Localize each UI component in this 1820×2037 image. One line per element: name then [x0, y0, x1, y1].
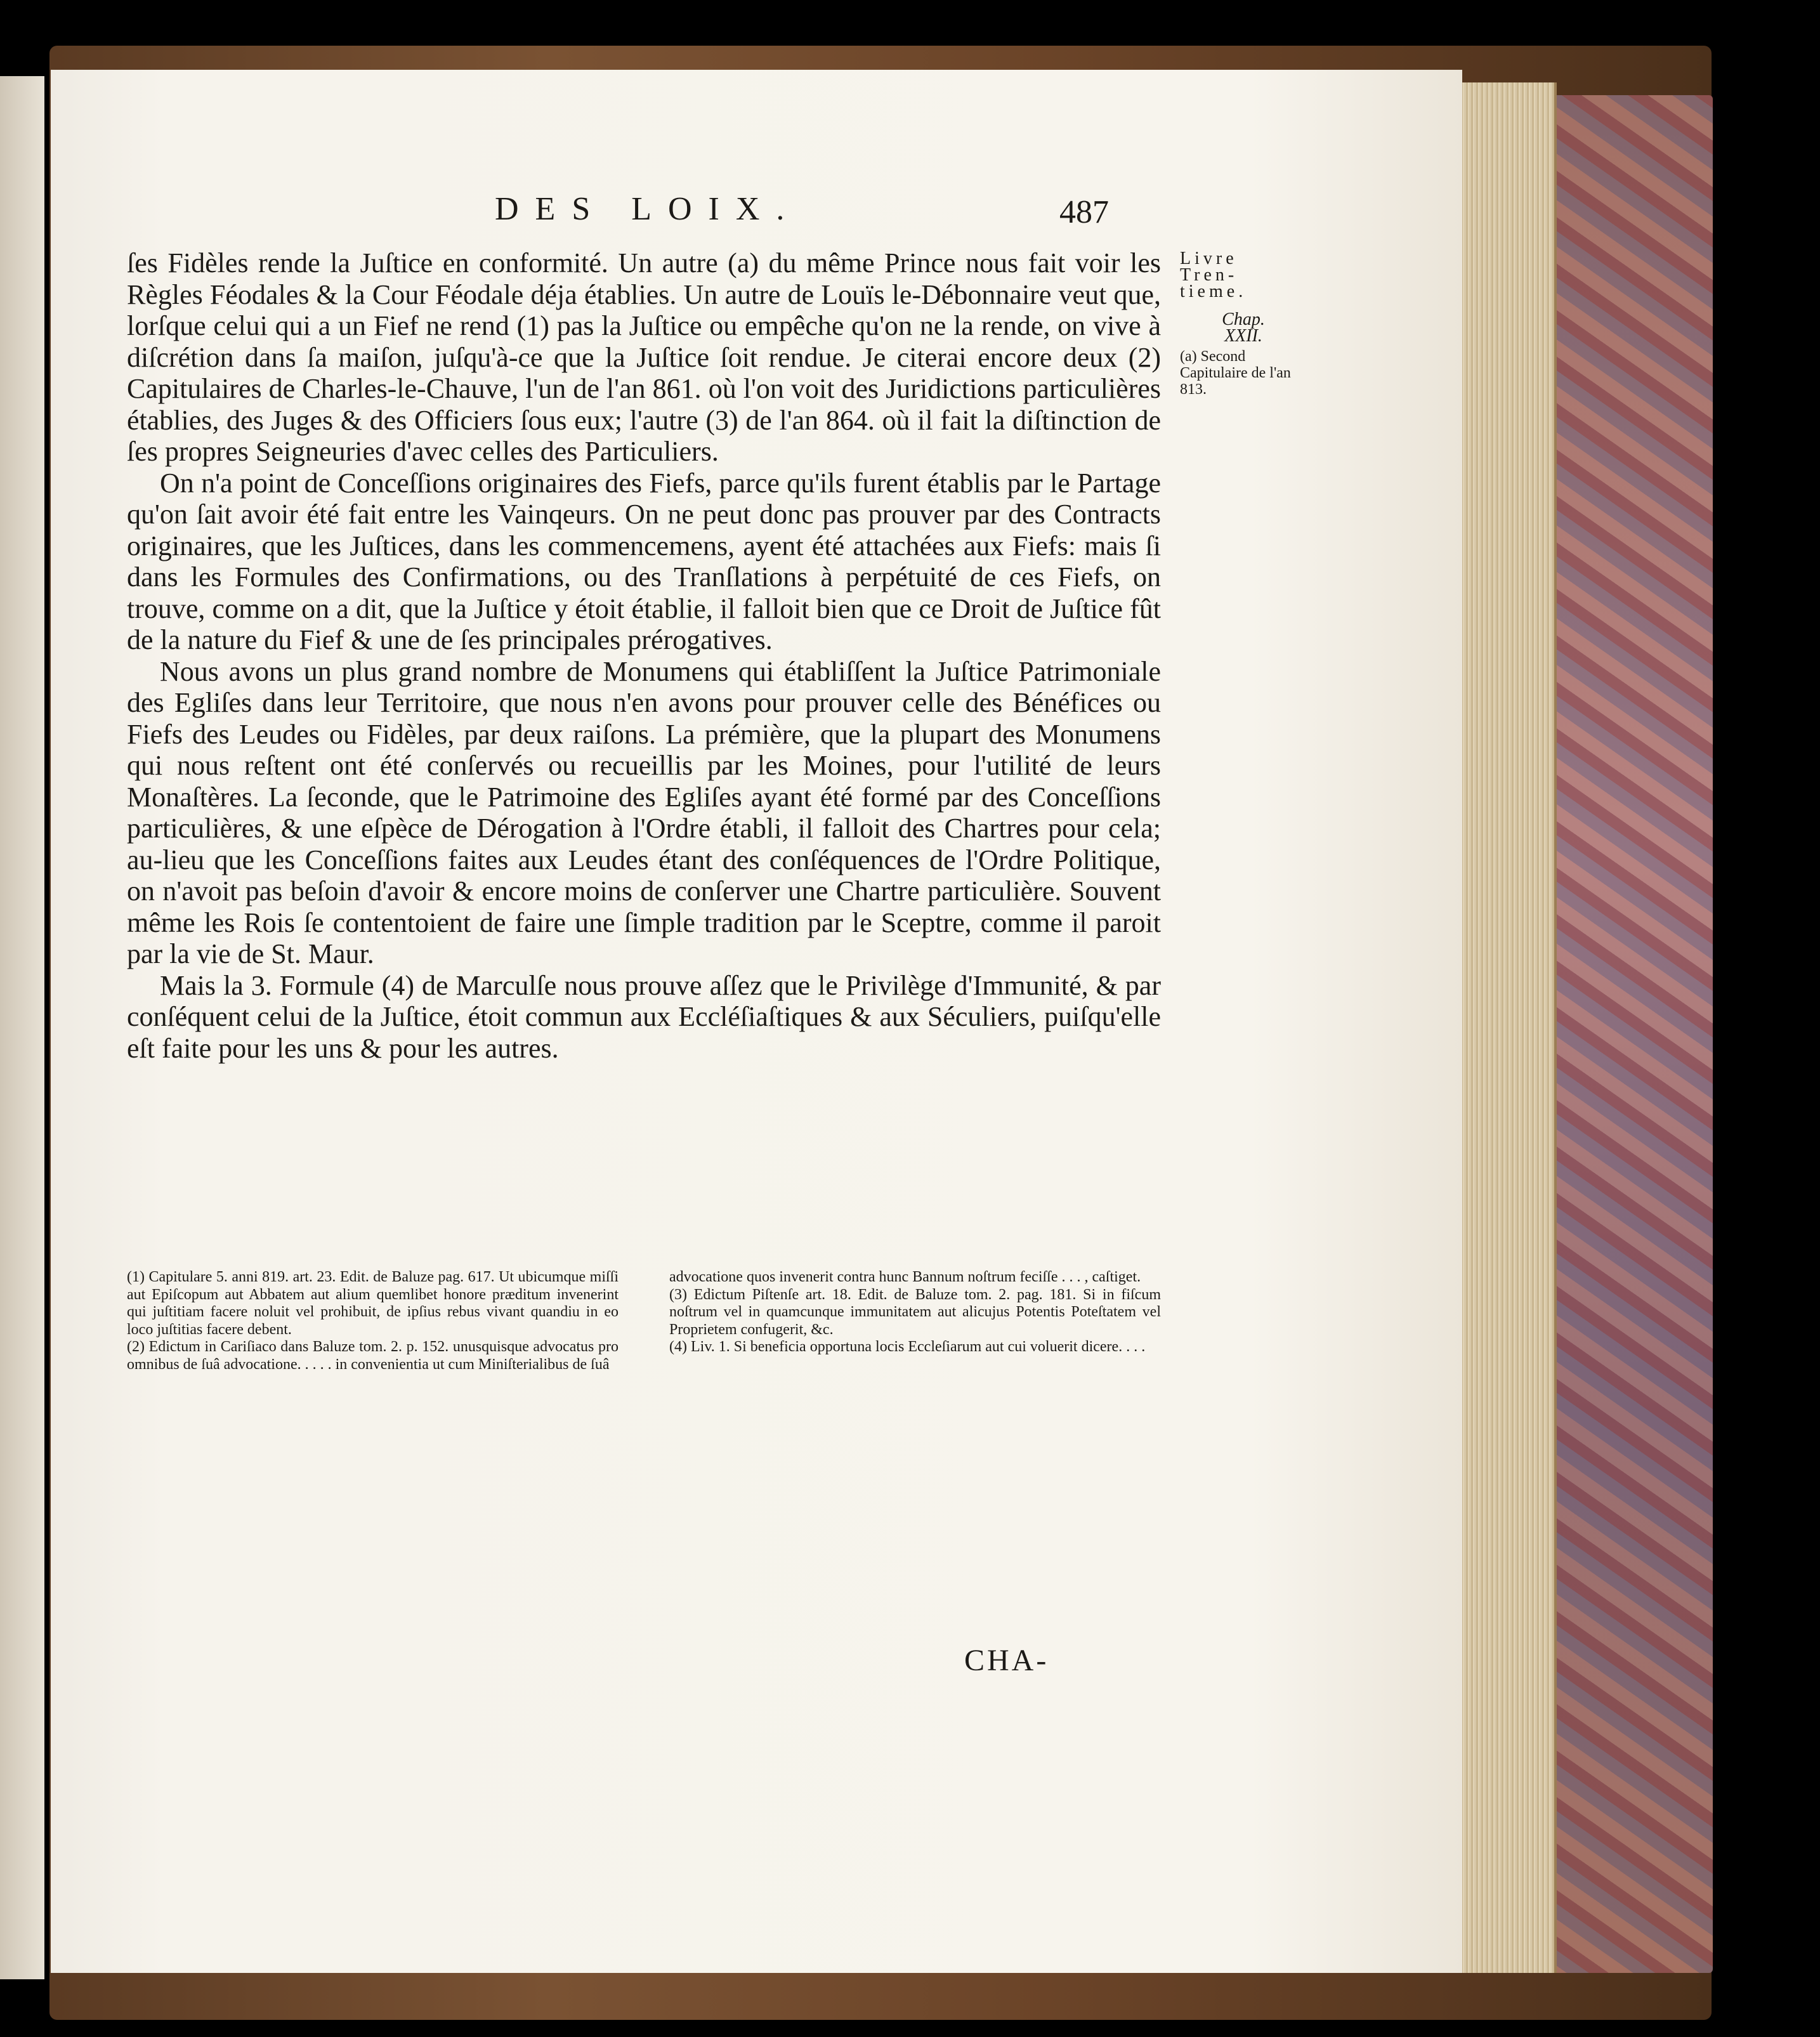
book-label: Livre [1180, 249, 1238, 268]
catchword: CHA- [964, 1644, 1049, 1677]
footnotes [127, 1269, 1161, 1373]
footnote: (3) Edictum Piſtenſe art. 18. Edit. de Baluze tom. 2. pag. 181. Si in fiſcum noſtrum vel in quamcunque immunitatem aut alicujus Potentis Poteſtatem vel Proprietem confugerit, &c. [669, 1286, 1161, 1338]
book-label: tieme. [1180, 282, 1247, 301]
book-page [51, 70, 1462, 1973]
paragraph: On n'a point de Conceſſions originaires des Fiefs, parce qu'ils furent établis par le Partage qu'on ſait avoir été fait entre les Vainqeurs. On ne peut donc pas prouver par des Contracts originaires, que les Juſtices, dans les commencemens, ayent été attachées aux Fiefs: mais ſi dans les Formules des Confirmations, ou des Tranſlations à perpétuité de ces Fiefs, on trouve, comme on a dit, que la Juſtice y étoit établie, il falloit bien que ce Droit de Juſtice fût de la nature du Fief & une de ſes principales prérogatives. [127, 467, 1161, 655]
facing-page-edge [0, 76, 44, 1979]
footnote-column-right [669, 1269, 1161, 1373]
running-head: DES LOIX. [495, 191, 801, 227]
paragraph: ſes Fidèles rende la Juſtice en conformité. Un autre (a) du même Prince nous fait voir les Règles Féodales & la Cour Féodale déja établies. Un autre de Louïs le-Débonnaire veut que, lorſque celui qui a un Fief ne rend (1) pas la Juſtice ou empêche qu'on ne la rende, on vive à diſcrétion dans ſa maiſon, juſqu'à-ce que la Juſtice ſoit rendue. Je citerai encore deux (2) Capitulaires de Charles-le-Chauve, l'un de l'an 861. où l'on voit des Juridictions particulières établies, des Juges & des Officiers ſous eux; l'autre (3) de l'an 864. où il fait la diſtinction de ſes propres Seigneuries d'avec celles des Particuliers. [127, 247, 1161, 467]
paragraph: Mais la 3. Formule (4) de Marculſe nous prouve aſſez que le Privilège d'Immunité, & par conſéquent celui de la Juſtice, étoit commun aux Eccléſiaſtiques & aux Séculiers, puiſqu'elle eſt faite pour les uns & pour les autres. [127, 969, 1161, 1064]
chapter-label: XXII. [1224, 326, 1262, 346]
footnote: (2) Edictum in Cariſiaco dans Baluze tom. 2. p. 152. unusquisque advocatus pro omnibus de ſuâ advocatione. . . . . in convenientia ut cum Miniſterialibus de ſuâ [127, 1339, 619, 1373]
footnote: (4) Liv. 1. Si beneficia opportuna locis Eccleſiarum aut cui voluerit dicere. . . . [669, 1339, 1146, 1355]
chapter-label: Chap. [1222, 310, 1265, 329]
paragraph: Nous avons un plus grand nombre de Monumens qui établiſſent la Juſtice Patrimoniale des Egliſes dans leur Territoire, que nous n'en avons pour prouver celle des Bénéfices ou Fiefs des Leudes ou Fidèles, par deux raiſons. La prémière, que la plupart des Monumens qui nous reſtent ont été conſervés ou recueillis par les Moines, pour l'utilité de leurs Monaſtères. La ſeconde, que le Patrimoine des Egliſes ayant été formé par des Conceſſions particulières, & une eſpèce de Dérogation à l'Ordre établi, il falloit des Chartres pour cela; au-lieu que les Conceſſions faites aux Leudes étant des conſéquences de l'Ordre Politique, on n'avoit pas beſoin d'avoir & encore moins de conſerver une Chartre particulière. Souvent même les Rois ſe contentoient de faire une ſimple tradition par le Sceptre, comme il paroit par la vie de St. Maur. [127, 655, 1161, 969]
footnote: (1) Capitulare 5. anni 819. art. 23. Edit. de Baluze pag. 617. Ut ubicumque miſſi aut Epiſcopum aut Abbatem aut alium quemlibet honore præditum invenerint qui juſtitiam facere noluit vel prohibuit, de ipſius rebus vivant quandiu in eo loco juſtitias facere debent. [127, 1269, 619, 1338]
footnote-column-left [127, 1269, 619, 1373]
body-text [127, 247, 1161, 1064]
margin-notes [1180, 251, 1307, 398]
footnote: advocatione quos invenerit contra hunc Bannum noſtrum feciſſe . . . , caſtiget. [669, 1269, 1141, 1285]
marginal-footnote: (a) Second Capitulaire de l'an 813. [1180, 348, 1291, 398]
page-number: 487 [1059, 194, 1109, 230]
page-block-edges [1459, 82, 1557, 1973]
book-label: Tren- [1180, 265, 1238, 285]
